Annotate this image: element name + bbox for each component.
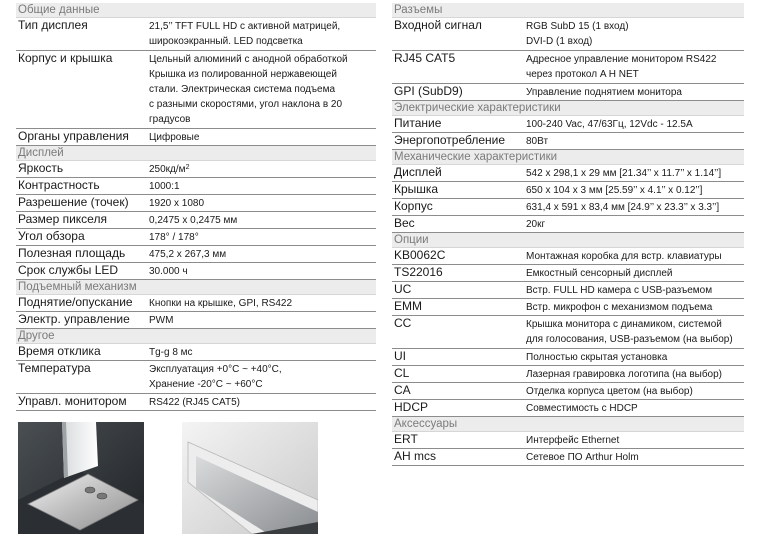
spec-value: [526, 366, 744, 382]
spec-value-line: стали. Электрическая система подъема: [149, 84, 336, 95]
spec-row: [392, 265, 744, 282]
spec-label: Тип дисплея: [18, 18, 88, 32]
spec-value-line: Монтажная коробка для встр. клавиатуры: [526, 251, 722, 262]
spec-value-line: RGB SubD 15 (1 вход): [526, 21, 629, 32]
spec-label: Входной сигнал: [394, 18, 482, 32]
spec-value: [149, 361, 376, 393]
spec-value-line: Цифровые: [149, 132, 200, 143]
spec-label: Электр. управление: [18, 312, 130, 326]
spec-label: Контрастность: [18, 178, 100, 192]
spec-row: [16, 195, 376, 212]
spec-label: HDCP: [394, 400, 429, 414]
spec-value: [149, 246, 376, 262]
spec-value: [149, 229, 376, 245]
spec-label: EMM: [394, 299, 422, 313]
spec-label: GPI (SubD9): [394, 84, 463, 98]
spec-value-line: DVI-D (1 вход): [526, 36, 593, 47]
section-header: Опции: [392, 233, 744, 248]
spec-row: [16, 161, 376, 178]
spec-value-line: градусов: [149, 114, 191, 125]
section-header: Электрические характеристики: [392, 101, 744, 116]
spec-row: [16, 129, 376, 146]
spec-value: [526, 182, 744, 198]
spec-value-line: Хранение -20°C ~ +60°C: [149, 379, 263, 390]
section-header: Другое: [16, 329, 376, 344]
spec-label: AH mcs: [394, 449, 436, 463]
section-header: Дисплей: [16, 146, 376, 161]
spec-value-line: 21,5’’ TFT FULL HD с активной матрицей,: [149, 21, 341, 32]
spec-row: [392, 349, 744, 366]
spec-row: [392, 18, 744, 51]
spec-label: TS22016: [394, 265, 443, 279]
spec-row: [392, 366, 744, 383]
spec-value: [149, 212, 376, 228]
spec-label: CL: [394, 366, 410, 380]
spec-row: [16, 51, 376, 129]
spec-value: [526, 316, 744, 348]
spec-value-line: 1920 x 1080: [149, 198, 205, 209]
spec-label: Энергопотребление: [394, 133, 506, 147]
spec-value: [149, 295, 376, 311]
spec-value: [149, 344, 376, 360]
spec-label: CA: [394, 383, 411, 397]
spec-value: [526, 282, 744, 298]
spec-row: [392, 282, 744, 299]
spec-value-line: широкоэкранный. LED подсветка: [149, 36, 303, 47]
spec-label: Питание: [394, 116, 442, 130]
spec-row: [392, 383, 744, 400]
spec-value-line: Цельный алюминий с анодной обработкой: [149, 54, 348, 65]
spec-label: Температура: [18, 361, 91, 375]
spec-value-line: Интерфейс Ethernet: [526, 435, 620, 446]
spec-value-line: 542 x 298,1 x 29 мм [21.34’’ x 11.7’’ x 1.14’’]: [526, 168, 722, 179]
spec-value: [526, 349, 744, 365]
spec-value-line: Крышка из полированной нержавеющей: [149, 69, 337, 80]
spec-value-line: 178° / 178°: [149, 232, 199, 243]
spec-value: [149, 178, 376, 194]
spec-value-line: 80Вт: [526, 136, 549, 147]
spec-label: CC: [394, 316, 412, 330]
spec-value-line: 100-240 Vac, 47/63Гц, 12Vdc - 12.5A: [526, 119, 693, 130]
spec-row: [392, 51, 744, 84]
spec-label: Корпус: [394, 199, 433, 213]
spec-label: Поднятие/опускание: [18, 295, 133, 309]
spec-row: [16, 246, 376, 263]
spec-label: Полезная площадь: [18, 246, 126, 260]
spec-label: Срок службы LED: [18, 263, 119, 277]
spec-value-line: Совместимость с HDCP: [526, 403, 638, 414]
spec-value: [526, 51, 744, 83]
spec-value: [526, 265, 744, 281]
spec-value: [149, 312, 376, 328]
spec-row: [392, 316, 744, 349]
section-header: Подъемный механизм: [16, 280, 376, 295]
spec-label: Корпус и крышка: [18, 51, 113, 65]
spec-value: [526, 116, 744, 132]
spec-row: [392, 182, 744, 199]
spec-row: [392, 449, 744, 466]
spec-value-line: через протокол A H NET: [526, 69, 639, 80]
spec-row: [16, 295, 376, 312]
spec-value-line: 650 x 104 x 3 мм [25.59’’ x 4.1’’ x 0.12’’]: [526, 185, 703, 196]
spec-value: [149, 129, 376, 145]
spec-value-line: Крышка монитора с динамиком, системой: [526, 319, 722, 330]
spec-row: [392, 400, 744, 417]
spec-value: [526, 449, 744, 465]
product-photo-lid: [18, 422, 144, 534]
spec-label: Органы управления: [18, 129, 129, 143]
spec-value-line: Адресное управление монитором RS422: [526, 54, 717, 65]
spec-label: Время отклика: [18, 344, 101, 358]
spec-value-line: Встр. микрофон с механизмом подъема: [526, 302, 713, 313]
spec-row: [392, 216, 744, 233]
spec-value-line: с разными скоростями, угол наклона в 20: [149, 99, 343, 110]
spec-value-line: Кнопки на крышке, GPI, RS422: [149, 298, 293, 309]
spec-label: UC: [394, 282, 412, 296]
spec-value: [526, 299, 744, 315]
spec-value-line: Лазерная гравировка логотипа (на выбор): [526, 369, 722, 380]
spec-label: KB0062C: [394, 248, 446, 262]
spec-value: [526, 216, 744, 232]
section-header: Механические характеристики: [392, 150, 744, 165]
spec-value: [526, 248, 744, 264]
spec-row: [392, 116, 744, 133]
spec-label: Угол обзора: [18, 229, 85, 243]
spec-value: [149, 394, 376, 410]
spec-value-line: Отделка корпуса цветом (на выбор): [526, 386, 693, 397]
spec-value: [149, 18, 376, 50]
spec-value-line: Полностью скрытая установка: [526, 352, 668, 363]
spec-label: Вес: [394, 216, 415, 230]
spec-value-line: 1000:1: [149, 181, 180, 192]
spec-value: [149, 161, 376, 177]
spec-column-left: [16, 3, 376, 411]
spec-value-line: Емкостный сенсорный дисплей: [526, 268, 673, 279]
spec-row: [16, 344, 376, 361]
superscript: 2: [185, 164, 190, 171]
spec-label: Крышка: [394, 182, 439, 196]
spec-value-line: 475,2 x 267,3 мм: [149, 249, 227, 260]
spec-row: [392, 299, 744, 316]
spec-row: [392, 432, 744, 449]
spec-value: [526, 199, 744, 215]
spec-value: [526, 432, 744, 448]
spec-value-line: 30.000 ч: [149, 266, 188, 277]
spec-value-line: для голосования, USB-разъемом (на выбор): [526, 334, 733, 345]
spec-label: UI: [394, 349, 406, 363]
spec-value: [149, 263, 376, 279]
spec-row: [392, 199, 744, 216]
spec-value-line: $250кд/м^2$: [149, 164, 190, 175]
spec-value-line: PWM: [149, 315, 174, 326]
spec-column-right: [392, 3, 744, 466]
section-header: Общие данные: [16, 3, 376, 18]
spec-value: [526, 18, 744, 50]
spec-value-line: Tg-g 8 мс: [149, 347, 193, 358]
section-header: Аксессуары: [392, 417, 744, 432]
spec-value: [526, 400, 744, 416]
spec-value: [526, 84, 744, 100]
spec-value: [526, 383, 744, 399]
spec-label: Дисплей: [394, 165, 442, 179]
spec-row: [16, 178, 376, 195]
spec-value-line: Эксплуатация +0°C ~ +40°C,: [149, 364, 282, 375]
spec-row: [16, 18, 376, 51]
spec-value-line: Встр. FULL HD камера с USB-разъемом: [526, 285, 713, 296]
spec-value-line: 0,2475 x 0,2475 мм: [149, 215, 238, 226]
spec-label: Управл. монитором: [18, 394, 127, 408]
spec-row: [16, 229, 376, 246]
spec-row: [392, 165, 744, 182]
spec-label: Яркость: [18, 161, 64, 175]
spec-row: [16, 312, 376, 329]
spec-value: [149, 195, 376, 211]
spec-label: Разрешение (точек): [18, 195, 129, 209]
spec-row: [16, 212, 376, 229]
spec-label: ERT: [394, 432, 418, 446]
spec-row: [16, 263, 376, 280]
spec-value: [149, 51, 376, 128]
product-photo-monitor: [182, 422, 318, 534]
spec-label: RJ45 CAT5: [394, 51, 456, 65]
spec-value-line: 20кг: [526, 219, 546, 230]
spec-value: [526, 165, 744, 181]
spec-row: [392, 133, 744, 150]
section-header: Разъемы: [392, 3, 744, 18]
spec-value: [526, 133, 744, 149]
spec-row: [392, 84, 744, 101]
spec-row: [16, 361, 376, 394]
spec-value-line: Управление поднятием монитора: [526, 87, 682, 98]
spec-label: Размер пикселя: [18, 212, 107, 226]
spec-value-line: RS422 (RJ45 CAT5): [149, 397, 240, 408]
spec-row: [392, 248, 744, 265]
spec-row: [16, 394, 376, 411]
spec-value-line: Сетевое ПО Arthur Holm: [526, 452, 639, 463]
spec-value-line: 631,4 x 591 x 83,4 мм [24.9’’ x 23.3’’ x 3.3’’]: [526, 202, 720, 213]
